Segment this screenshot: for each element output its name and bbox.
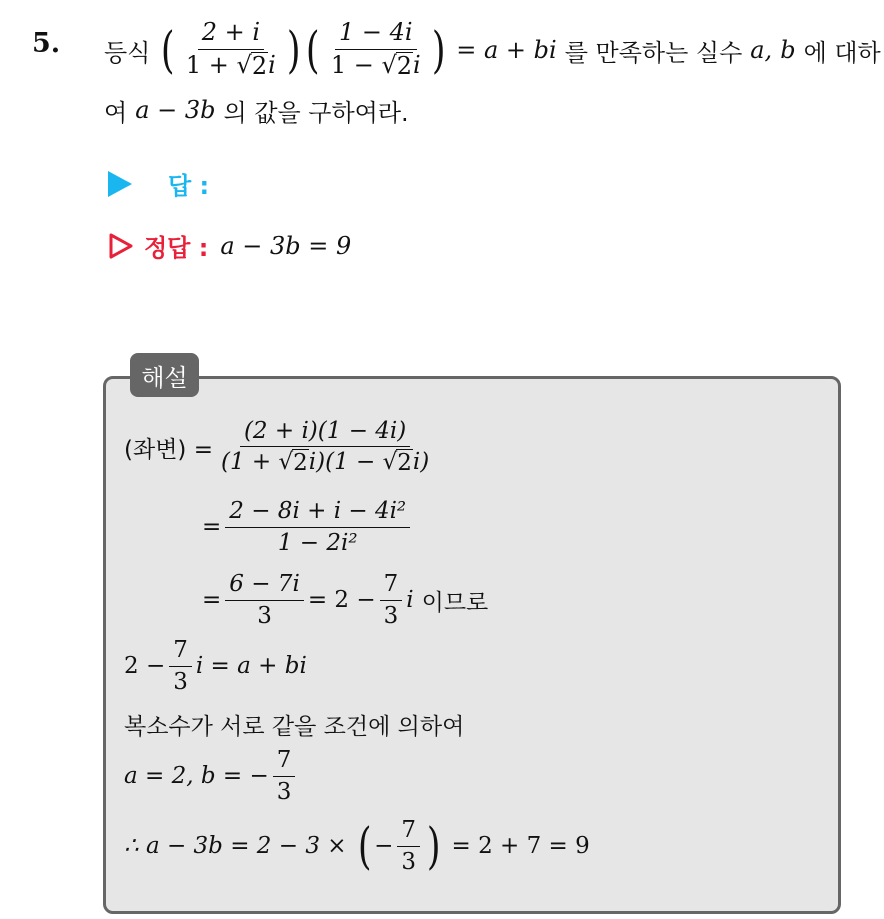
solution-fraction-1: (2 + i)(1 − 4i) (1 + √ 2 i)(1 − √ 2 i) <box>220 417 430 476</box>
solution-fraction-4: $\frac{7}{3}$ <box>169 637 192 695</box>
var-a: a, <box>750 36 773 64</box>
correct-answer-row <box>108 228 351 263</box>
problem-line-2-prefix: 여 <box>104 98 128 127</box>
fraction-1-denominator: 1 + √ 2 i <box>185 51 276 80</box>
solution-fraction-3: $\frac{6 - 7i}{3}$ <box>225 571 304 629</box>
answer-row <box>108 166 209 201</box>
right-paren-2: ) <box>431 21 446 79</box>
solution-line-3: = $\frac{6 - 7i}{3}$ = 2 − $\frac{7}{3}$ i 이므로 <box>202 571 489 629</box>
left-paren-2: ( <box>306 21 320 79</box>
solution-line-2 <box>124 492 414 562</box>
problem-question: 의 값을 구하여라. <box>223 98 409 127</box>
solution-line-1 <box>124 412 437 482</box>
solution-fraction-3b: $\frac{7}{3}$ <box>380 571 403 629</box>
solution-line-4: 2 − $\frac{7}{3}$ i = a + bi <box>124 637 307 695</box>
equation-rhs: = a + bi <box>456 36 557 64</box>
outline-triangle-icon <box>108 232 134 260</box>
fraction-2-denominator: 1 − √ 2 i <box>330 51 421 80</box>
solution-line-5: 복소수가 서로 같을 조건에 의하여 <box>124 713 465 740</box>
lhs-label: (좌변) = <box>124 436 213 463</box>
problem-line-1-end: 에 대하 <box>803 38 881 67</box>
correct-answer-value: a − 3b = 9 <box>220 231 352 260</box>
problem-condition: 를 만족하는 실수 <box>564 38 743 67</box>
equals: = <box>202 514 222 540</box>
right-paren: ) <box>286 21 301 79</box>
solution-line-7: ∴ a − 3b = 2 − 3 × ( − $\frac{7}{3}$ ) = 2 + 7 = 9 <box>124 817 590 875</box>
var-b: b <box>780 36 796 64</box>
fraction-1 <box>182 19 280 80</box>
left-paren: ( <box>161 21 175 79</box>
sqrt-symbol-2: √ 2 <box>381 51 413 80</box>
solution-tag: 해설 <box>130 353 199 397</box>
play-triangle-icon <box>108 171 132 197</box>
fraction-2-numerator: 1 − 4i <box>335 19 417 50</box>
fraction-1-numerator: 2 + i <box>198 19 264 50</box>
fraction-2 <box>327 19 425 80</box>
problem-line-2 <box>104 92 409 128</box>
solution-fraction-6: $\frac{7}{3}$ <box>273 747 296 805</box>
solution-fraction-7: $\frac{7}{3}$ <box>397 817 420 875</box>
problem-line-1 <box>104 10 881 90</box>
target-expression: a − 3b <box>135 96 216 124</box>
answer-label: 답 : <box>168 172 210 200</box>
correct-answer-label: 정답 : <box>144 234 209 262</box>
sqrt-symbol: √ 2 <box>236 51 268 80</box>
problem-prefix: 등식 <box>104 38 151 67</box>
solution-fraction-2: $\frac{\text{2 − 8i + i − 4i²}}{\text{1 − 2i²}}$ <box>225 498 410 556</box>
problem-number: 5. <box>32 28 61 59</box>
solution-line-6: a = 2, b = − $\frac{7}{3}$ <box>124 746 299 806</box>
